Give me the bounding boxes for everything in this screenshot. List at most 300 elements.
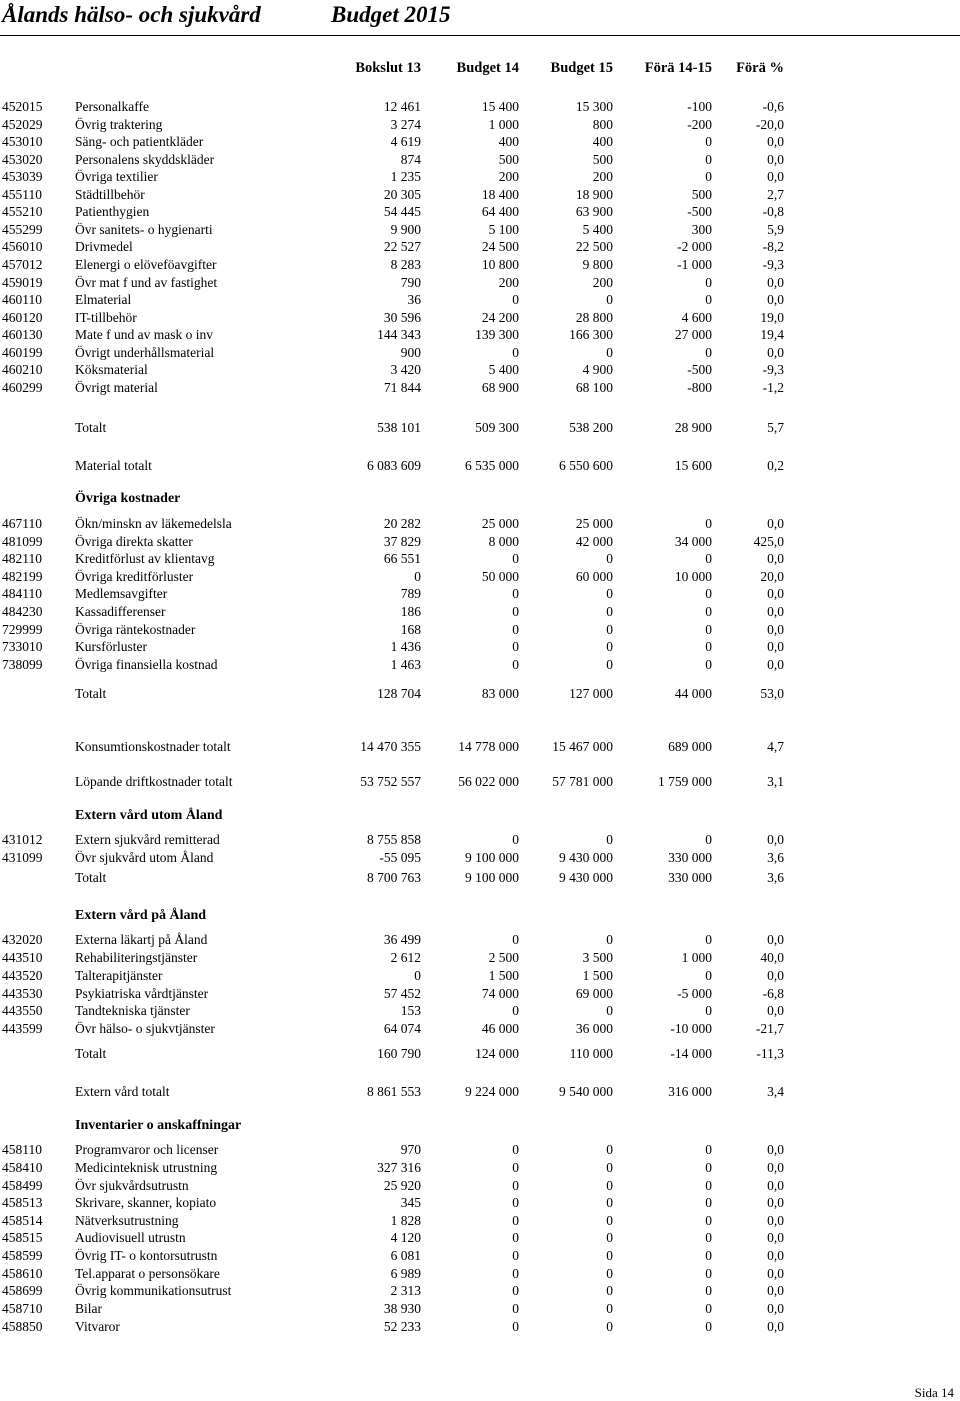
budget-15-value: 9 540 000 <box>559 1084 613 1099</box>
change-value: 1 000 <box>681 950 712 965</box>
change-pct-value: 0,0 <box>767 586 784 601</box>
budget-14-value: 0 <box>512 345 519 360</box>
account-code: 452015 <box>2 99 43 114</box>
row-label: Material totalt <box>75 458 152 473</box>
bokslut-13-value: 970 <box>400 1142 421 1157</box>
change-value: 15 600 <box>674 458 712 473</box>
change-pct-value: 2,7 <box>767 187 784 202</box>
account-code: 460199 <box>2 345 43 360</box>
account-code: 458610 <box>2 1266 43 1281</box>
budget-14-value: 56 022 000 <box>458 774 519 789</box>
account-code: 452029 <box>2 117 43 132</box>
change-value: 0 <box>705 604 712 619</box>
table-row <box>0 621 960 638</box>
budget-15-value: 18 900 <box>575 187 613 202</box>
budget-15-value: 5 400 <box>582 222 613 237</box>
change-value: 0 <box>705 622 712 637</box>
row-label: Tel.apparat o personsökare <box>75 1266 220 1281</box>
change-value: 0 <box>705 1160 712 1175</box>
bokslut-13-value: 14 470 355 <box>360 739 421 754</box>
change-pct-value: 0,0 <box>767 832 784 847</box>
table-row <box>0 656 960 673</box>
change-pct-value: -9,3 <box>762 257 784 272</box>
budget-15-value: 0 <box>606 586 613 601</box>
bokslut-13-value: 20 282 <box>383 516 421 531</box>
table-row <box>0 967 960 984</box>
budget-14-value: 5 100 <box>488 222 519 237</box>
change-pct-value: 0,0 <box>767 1319 784 1334</box>
account-code: 458699 <box>2 1283 43 1298</box>
account-code: 431099 <box>2 850 43 865</box>
budget-15-value: 9 430 000 <box>559 870 613 885</box>
row-label: Ökn/minskn av läkemedelsla <box>75 516 232 531</box>
change-pct-value: 40,0 <box>760 950 784 965</box>
change-pct-value: -6,8 <box>762 986 784 1001</box>
change-value: 0 <box>705 1301 712 1316</box>
table-row <box>0 603 960 620</box>
change-value: 0 <box>705 932 712 947</box>
bokslut-13-value: 144 343 <box>377 327 421 342</box>
row-label: Kreditförlust av klientavg <box>75 551 215 566</box>
row-label: Medlemsavgifter <box>75 586 168 601</box>
change-pct-value: 0,0 <box>767 932 784 947</box>
change-pct-value: 0,0 <box>767 1160 784 1175</box>
table-row <box>0 1229 960 1246</box>
account-code: 460130 <box>2 327 43 342</box>
budget-14-value: 0 <box>512 657 519 672</box>
total-row <box>0 1083 960 1100</box>
change-value: 0 <box>705 1195 712 1210</box>
change-value: 0 <box>705 134 712 149</box>
change-pct-value: 0,0 <box>767 622 784 637</box>
change-value: 330 000 <box>668 870 712 885</box>
account-code: 443599 <box>2 1021 43 1036</box>
budget-15-value: 69 000 <box>575 986 613 1001</box>
row-label: Tandtekniska tjänster <box>75 1003 190 1018</box>
row-label: Övr sjukvård utom Åland <box>75 850 214 865</box>
table-row <box>0 151 960 168</box>
change-value: 10 000 <box>674 569 712 584</box>
bokslut-13-value: 1 235 <box>390 169 421 184</box>
row-label: Medicinteknisk utrustning <box>75 1160 218 1175</box>
change-value: 0 <box>705 586 712 601</box>
change-pct-value: -0,6 <box>762 99 784 114</box>
change-value: 0 <box>705 832 712 847</box>
account-code: 443510 <box>2 950 43 965</box>
account-code: 431012 <box>2 832 43 847</box>
change-pct-value: 0,0 <box>767 657 784 672</box>
budget-15-value: 0 <box>606 1003 613 1018</box>
change-value: 0 <box>705 1003 712 1018</box>
account-code: 453020 <box>2 152 43 167</box>
account-code: 455299 <box>2 222 43 237</box>
budget-14-value: 64 400 <box>481 204 519 219</box>
account-code: 458514 <box>2 1213 43 1228</box>
change-pct-value: 0,0 <box>767 1301 784 1316</box>
row-label: Skrivare, skanner, kopiato <box>75 1195 217 1210</box>
col-head-budget14: Budget 14 <box>456 60 519 76</box>
change-pct-value: -0,8 <box>762 204 784 219</box>
budget-14-value: 24 200 <box>481 310 519 325</box>
table-row <box>0 949 960 966</box>
change-pct-value: 0,0 <box>767 516 784 531</box>
bokslut-13-value: 168 <box>400 622 421 637</box>
budget-14-value: 18 400 <box>481 187 519 202</box>
account-code: 460120 <box>2 310 43 325</box>
budget-15-value: 0 <box>606 1301 613 1316</box>
row-label: Mate f und av mask o inv <box>75 327 213 342</box>
row-label: Totalt <box>75 870 107 885</box>
change-value: 0 <box>705 1283 712 1298</box>
change-value: 0 <box>705 551 712 566</box>
change-value: -5 000 <box>677 986 712 1001</box>
budget-15-value: 60 000 <box>575 569 613 584</box>
change-value: 0 <box>705 275 712 290</box>
bokslut-13-value: 327 316 <box>377 1160 421 1175</box>
change-pct-value: -21,7 <box>755 1021 784 1036</box>
change-pct-value: 20,0 <box>760 569 784 584</box>
row-label: IT-tillbehör <box>75 310 137 325</box>
budget-15-value: 400 <box>592 134 613 149</box>
row-label: Övrigt material <box>75 380 158 395</box>
table-row <box>0 533 960 550</box>
bokslut-13-value: 8 861 553 <box>367 1084 421 1099</box>
row-label: Städtillbehör <box>75 187 145 202</box>
budget-14-value: 83 000 <box>481 686 519 701</box>
budget-14-value: 400 <box>498 134 519 149</box>
col-head-budget15: Budget 15 <box>550 60 613 76</box>
account-code: 460110 <box>2 292 42 307</box>
account-code: 453039 <box>2 169 43 184</box>
account-code: 729999 <box>2 622 43 637</box>
table-row <box>0 1282 960 1299</box>
change-value: -1 000 <box>677 257 712 272</box>
total-row <box>0 738 960 755</box>
budget-14-value: 0 <box>512 1319 519 1334</box>
table-row <box>0 1194 960 1211</box>
table-row <box>0 186 960 203</box>
bokslut-13-value: 186 <box>400 604 421 619</box>
table-row <box>0 1159 960 1176</box>
budget-15-value: 0 <box>606 622 613 637</box>
change-value: 4 600 <box>681 310 712 325</box>
budget-15-value: 28 800 <box>575 310 613 325</box>
bokslut-13-value: 4 619 <box>390 134 421 149</box>
change-pct-value: 0,0 <box>767 1248 784 1263</box>
account-code: 458515 <box>2 1230 43 1245</box>
change-pct-value: -8,2 <box>762 239 784 254</box>
budget-14-value: 8 000 <box>488 534 519 549</box>
bokslut-13-value: 900 <box>400 345 421 360</box>
budget-15-value: 0 <box>606 1230 613 1245</box>
change-value: 0 <box>705 516 712 531</box>
row-label: Löpande driftkostnader totalt <box>75 774 233 789</box>
change-value: 0 <box>705 169 712 184</box>
header-org: Ålands hälso- och sjukvård <box>2 2 261 27</box>
change-value: -500 <box>687 204 712 219</box>
change-pct-value: 0,0 <box>767 292 784 307</box>
row-label: Övrig traktering <box>75 117 163 132</box>
table-row <box>0 831 960 848</box>
account-code: 458110 <box>2 1142 42 1157</box>
budget-14-value: 5 400 <box>488 362 519 377</box>
change-value: 34 000 <box>674 534 712 549</box>
total-row <box>0 419 960 436</box>
row-label: Nätverksutrustning <box>75 1213 179 1228</box>
row-label: Konsumtionskostnader totalt <box>75 739 231 754</box>
budget-14-value: 0 <box>512 1160 519 1175</box>
budget-15-value: 0 <box>606 1195 613 1210</box>
row-label: Övriga direkta skatter <box>75 534 193 549</box>
row-label: Audiovisuell utrustn <box>75 1230 186 1245</box>
change-value: -2 000 <box>677 239 712 254</box>
budget-15-value: 0 <box>606 1178 613 1193</box>
row-label: Övriga textilier <box>75 169 158 184</box>
budget-14-value: 6 535 000 <box>465 458 519 473</box>
account-code: 458850 <box>2 1319 43 1334</box>
table-row <box>0 985 960 1002</box>
table-row <box>0 203 960 220</box>
table-row <box>0 1141 960 1158</box>
change-value: 689 000 <box>668 739 712 754</box>
budget-14-value: 0 <box>512 622 519 637</box>
account-code: 460210 <box>2 362 43 377</box>
bokslut-13-value: 22 527 <box>383 239 421 254</box>
row-label: Programvaror och licenser <box>75 1142 219 1157</box>
change-pct-value: 0,0 <box>767 152 784 167</box>
bokslut-13-value: 52 233 <box>383 1319 421 1334</box>
account-code: 458710 <box>2 1301 43 1316</box>
bokslut-13-value: 0 <box>414 968 421 983</box>
bokslut-13-value: 36 499 <box>383 932 421 947</box>
change-value: 0 <box>705 639 712 654</box>
budget-15-value: 57 781 000 <box>552 774 613 789</box>
bokslut-13-value: 20 305 <box>383 187 421 202</box>
row-label: Övr sjukvårdsutrustn <box>75 1178 189 1193</box>
change-pct-value: 0,0 <box>767 968 784 983</box>
change-pct-value: 0,2 <box>767 458 784 473</box>
change-value: 0 <box>705 1142 712 1157</box>
change-pct-value: 3,1 <box>767 774 784 789</box>
account-code: 457012 <box>2 257 43 272</box>
change-pct-value: 0,0 <box>767 604 784 619</box>
table-row <box>0 379 960 396</box>
budget-15-value: 42 000 <box>575 534 613 549</box>
table-row <box>0 1300 960 1317</box>
row-label: Elenergi o elöveföavgifter <box>75 257 217 272</box>
budget-15-value: 9 800 <box>582 257 613 272</box>
account-code: 443550 <box>2 1003 43 1018</box>
account-code: 484230 <box>2 604 43 619</box>
budget-14-value: 139 300 <box>475 327 519 342</box>
row-label: Extern vård totalt <box>75 1084 170 1099</box>
budget-15-value: 0 <box>606 1283 613 1298</box>
change-pct-value: 0,0 <box>767 134 784 149</box>
row-label: Patienthygien <box>75 204 150 219</box>
budget-15-value: 538 200 <box>569 420 613 435</box>
table-row <box>0 1212 960 1229</box>
budget-15-value: 0 <box>606 292 613 307</box>
budget-15-value: 166 300 <box>569 327 613 342</box>
change-pct-value: 0,0 <box>767 1213 784 1228</box>
bokslut-13-value: 1 436 <box>390 639 421 654</box>
account-code: 484110 <box>2 586 42 601</box>
bokslut-13-value: 25 920 <box>383 1178 421 1193</box>
budget-14-value: 0 <box>512 1178 519 1193</box>
header-budget: Budget 2015 <box>331 2 451 27</box>
row-label: Övriga finansiella kostnad <box>75 657 218 672</box>
budget-14-value: 14 778 000 <box>458 739 519 754</box>
budget-14-value: 0 <box>512 832 519 847</box>
bokslut-13-value: 3 274 <box>390 117 421 132</box>
bokslut-13-value: 790 <box>400 275 421 290</box>
row-label: Bilar <box>75 1301 102 1316</box>
budget-15-value: 6 550 600 <box>559 458 613 473</box>
change-pct-value: 53,0 <box>760 686 784 701</box>
row-label: Övriga räntekostnader <box>75 622 196 637</box>
bokslut-13-value: 2 313 <box>390 1283 421 1298</box>
bokslut-13-value: 36 <box>407 292 421 307</box>
change-pct-value: 5,9 <box>767 222 784 237</box>
table-row <box>0 274 960 291</box>
bokslut-13-value: 4 120 <box>390 1230 421 1245</box>
change-pct-value: 0,0 <box>767 1178 784 1193</box>
bokslut-13-value: 57 452 <box>383 986 421 1001</box>
account-code: 458513 <box>2 1195 43 1210</box>
bokslut-13-value: 30 596 <box>383 310 421 325</box>
budget-14-value: 9 100 000 <box>465 870 519 885</box>
account-code: 455210 <box>2 204 43 219</box>
row-label: Personalkaffe <box>75 99 149 114</box>
budget-15-value: 36 000 <box>575 1021 613 1036</box>
table-row <box>0 344 960 361</box>
bokslut-13-value: 345 <box>400 1195 421 1210</box>
budget-15-value: 0 <box>606 639 613 654</box>
change-value: 0 <box>705 1319 712 1334</box>
budget-15-value: 9 430 000 <box>559 850 613 865</box>
budget-15-value: 0 <box>606 932 613 947</box>
bokslut-13-value: 538 101 <box>377 420 421 435</box>
header-rule <box>0 35 960 36</box>
budget-15-value: 127 000 <box>569 686 613 701</box>
budget-15-value: 22 500 <box>575 239 613 254</box>
change-pct-value: 0,0 <box>767 1266 784 1281</box>
budget-14-value: 68 900 <box>481 380 519 395</box>
account-code: 481099 <box>2 534 43 549</box>
bokslut-13-value: 6 989 <box>390 1266 421 1281</box>
budget-15-value: 0 <box>606 1160 613 1175</box>
budget-15-value: 0 <box>606 551 613 566</box>
table-row <box>0 1177 960 1194</box>
row-label: Totalt <box>75 420 107 435</box>
change-pct-value: 0,0 <box>767 345 784 360</box>
change-pct-value: 5,7 <box>767 420 784 435</box>
table-row <box>0 1002 960 1019</box>
change-pct-value: 0,0 <box>767 1230 784 1245</box>
table-row <box>0 168 960 185</box>
budget-15-value: 0 <box>606 1266 613 1281</box>
change-pct-value: 3,4 <box>767 1084 784 1099</box>
budget-14-value: 24 500 <box>481 239 519 254</box>
budget-15-value: 25 000 <box>575 516 613 531</box>
change-value: 44 000 <box>674 686 712 701</box>
budget-14-value: 50 000 <box>481 569 519 584</box>
budget-15-value: 3 500 <box>582 950 613 965</box>
change-pct-value: 0,0 <box>767 1195 784 1210</box>
budget-14-value: 1 500 <box>488 968 519 983</box>
row-label: Kassadifferenser <box>75 604 166 619</box>
account-code: 458499 <box>2 1178 43 1193</box>
bokslut-13-value: 37 829 <box>383 534 421 549</box>
change-value: 0 <box>705 1266 712 1281</box>
bokslut-13-value: 128 704 <box>377 686 421 701</box>
bokslut-13-value: 64 074 <box>383 1021 421 1036</box>
change-pct-value: -1,2 <box>762 380 784 395</box>
budget-14-value: 74 000 <box>481 986 519 1001</box>
change-value: 0 <box>705 1178 712 1193</box>
budget-14-value: 0 <box>512 1003 519 1018</box>
budget-14-value: 2 500 <box>488 950 519 965</box>
budget-14-value: 0 <box>512 1248 519 1263</box>
budget-14-value: 15 400 <box>481 99 519 114</box>
bokslut-13-value: 8 755 858 <box>367 832 421 847</box>
row-label: Drivmedel <box>75 239 133 254</box>
change-value: 0 <box>705 1213 712 1228</box>
table-row <box>0 309 960 326</box>
budget-14-value: 0 <box>512 1230 519 1245</box>
budget-15-value: 15 467 000 <box>552 739 613 754</box>
change-value: 316 000 <box>668 1084 712 1099</box>
table-row <box>0 1247 960 1264</box>
account-code: 432020 <box>2 932 43 947</box>
row-label: Kursförluster <box>75 639 147 654</box>
bokslut-13-value: 789 <box>400 586 421 601</box>
table-row <box>0 361 960 378</box>
table-row <box>0 238 960 255</box>
row-label: Övrig kommunikationsutrust <box>75 1283 232 1298</box>
bokslut-13-value: 6 083 609 <box>367 458 421 473</box>
budget-15-value: 0 <box>606 1319 613 1334</box>
total-row <box>0 1045 960 1062</box>
bokslut-13-value: 53 752 557 <box>360 774 421 789</box>
table-row <box>0 515 960 532</box>
budget-14-value: 124 000 <box>475 1046 519 1061</box>
account-code: 453010 <box>2 134 43 149</box>
budget-14-value: 0 <box>512 1142 519 1157</box>
table-row <box>0 256 960 273</box>
bokslut-13-value: 160 790 <box>377 1046 421 1061</box>
account-code: 460299 <box>2 380 43 395</box>
table-row <box>0 1020 960 1037</box>
account-code: 456010 <box>2 239 43 254</box>
change-value: 1 759 000 <box>658 774 712 789</box>
row-label: Övr hälso- o sjukvtjänster <box>75 1021 215 1036</box>
budget-15-value: 1 500 <box>582 968 613 983</box>
table-row <box>0 585 960 602</box>
table-row <box>0 133 960 150</box>
account-code: 738099 <box>2 657 43 672</box>
table-row <box>0 849 960 866</box>
change-value: -800 <box>687 380 712 395</box>
change-pct-value: 0,0 <box>767 1003 784 1018</box>
col-head-fora-pct: Förä % <box>736 60 784 76</box>
change-value: 0 <box>705 1230 712 1245</box>
table-row <box>0 326 960 343</box>
account-code: 443530 <box>2 986 43 1001</box>
budget-15-value: 0 <box>606 345 613 360</box>
change-value: -14 000 <box>670 1046 712 1061</box>
budget-14-value: 1 000 <box>488 117 519 132</box>
